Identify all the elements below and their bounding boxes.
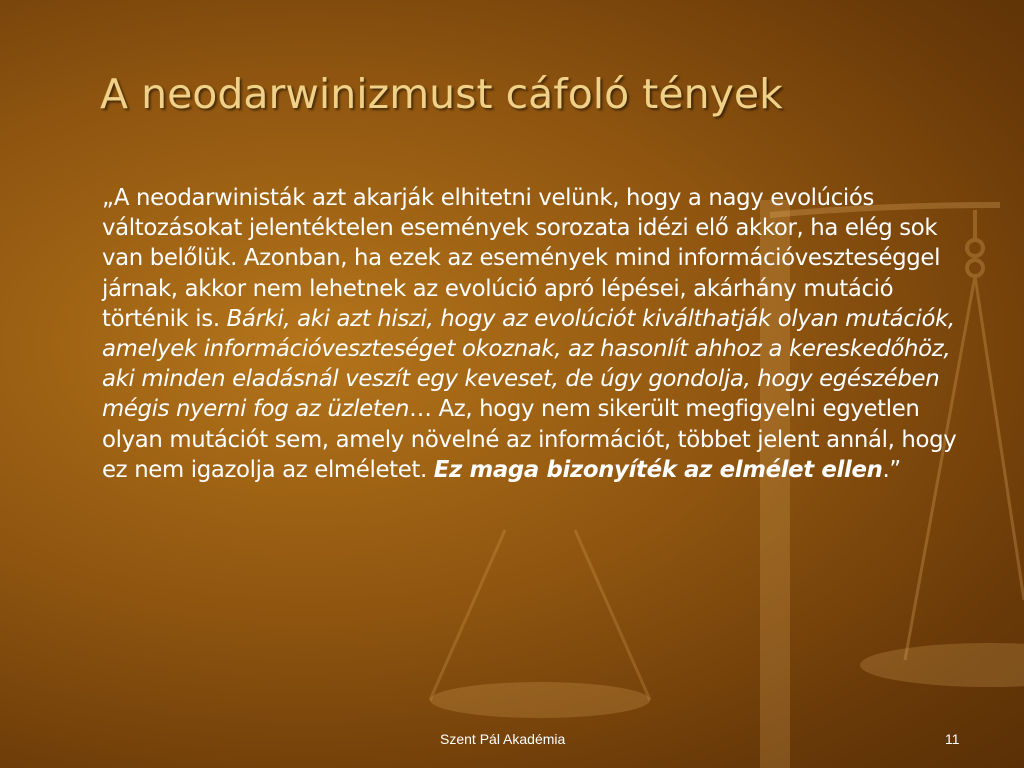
quote-text-continuation: … Az, hogy nem sikerült megfigyelni egyetlen olyan mutációt sem, amely növelné az információt, többet jelent annál, hogy ez nem igazolja az elméletet.	[102, 396, 957, 483]
quote-text-closing: .”	[882, 456, 901, 483]
footer-organization: Szent Pál Akadémia	[440, 731, 566, 747]
quote-paragraph	[102, 183, 982, 485]
slide-page-number: 11	[945, 731, 960, 747]
quote-text-conclusion: Ez maga bizonyíték az elmélet ellen	[433, 456, 883, 483]
quote-text-intro: „A neodarwinisták azt akarják elhitetni velünk, hogy a nagy evolúciós változásokat jelentéktelen események sorozata idézi elő akkor, ha elég sok van belőlük. Azonban, ha ezek az események mind információveszteséggel járnak, akkor nem lehetnek az evolúció apró lépései, akárhány mutáció történik is.	[102, 185, 941, 332]
slide-title: A neodarwinizmust cáfoló tények	[100, 70, 783, 118]
quote-text-italic: Bárki, aki azt hiszi, hogy az evolúciót kiválthatják olyan mutációk, amelyek információveszteséget okoznak, az hasonlít ahhoz a kereskedőhöz, aki minden eladásnál veszít egy keveset, de úgy gondolja, hogy egészében mégis nyerni fog az üzleten	[102, 305, 955, 423]
